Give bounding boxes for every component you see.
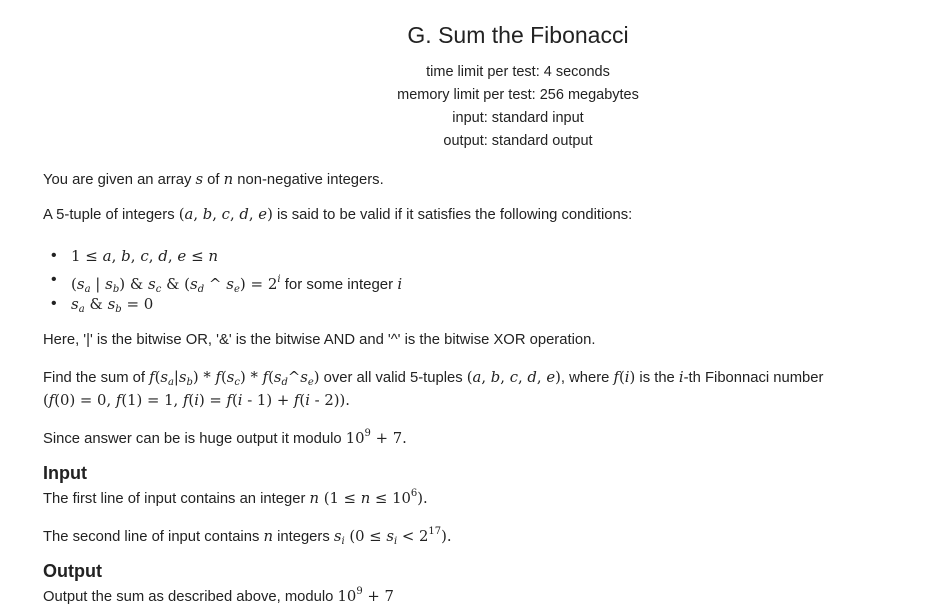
input-heading: Input: [43, 463, 87, 483]
statement-paragraph-1: You are given an array s of n non-negative integers.: [43, 171, 384, 188]
input-line-1: The first line of input contains an integer n $(1 \le n \le 10^6)$.: [43, 488, 428, 507]
conditions-list: [43, 244, 402, 316]
time-limit: time limit per test: 4 seconds: [426, 64, 610, 80]
condition-3: • $s_a$ & $s_b = 0$: [43, 292, 402, 316]
problem-title: G. Sum the Fibonacci: [407, 22, 629, 48]
output-spec: output: standard output: [443, 133, 593, 149]
statement-paragraph-2: A 5-tuple of integers (a, b, c, d, e) is said to be valid if it satisfies the following conditions:: [43, 206, 633, 223]
output-line: Output the sum as described above, modulo $10^9 + 7$: [43, 586, 394, 605]
input-line-2: The second line of input contains n integers $s_i$ $(0 \le s_i < 2^{17})$.: [43, 526, 452, 547]
output-heading: Output: [43, 561, 102, 581]
condition-1: • 1 ≤ a, b, c, d, e ≤ n: [43, 244, 402, 268]
statement-paragraph-3: Here, '|' is the bitwise OR, '&' is the bitwise AND and '^' is the bitwise XOR operation.: [43, 332, 596, 348]
fibonacci-definition: (f(0) = 0, f(1) = 1, f(i) = f(i - 1) + f(i - 2)).: [43, 392, 350, 409]
condition-2: • ($s_a$ | $s_b$) & $s_c$ & ($s_d$ ^ $s_e) = 2^i$ for some integer i: [43, 268, 402, 292]
statement-paragraph-5: Since answer can be is huge output it modulo $10^9 + 7$.: [43, 428, 407, 447]
statement-paragraph-4: Find the sum of $f(s_a|s_b) * f(s_c)$ * $f(s_d\^{}s_e)$ over all valid 5-tuples (a, b, c, d, e), where f(i) is the i-th Fibonnaci number: [43, 369, 824, 388]
input-spec: input: standard input: [452, 110, 584, 126]
memory-limit: memory limit per test: 256 megabytes: [397, 87, 639, 103]
